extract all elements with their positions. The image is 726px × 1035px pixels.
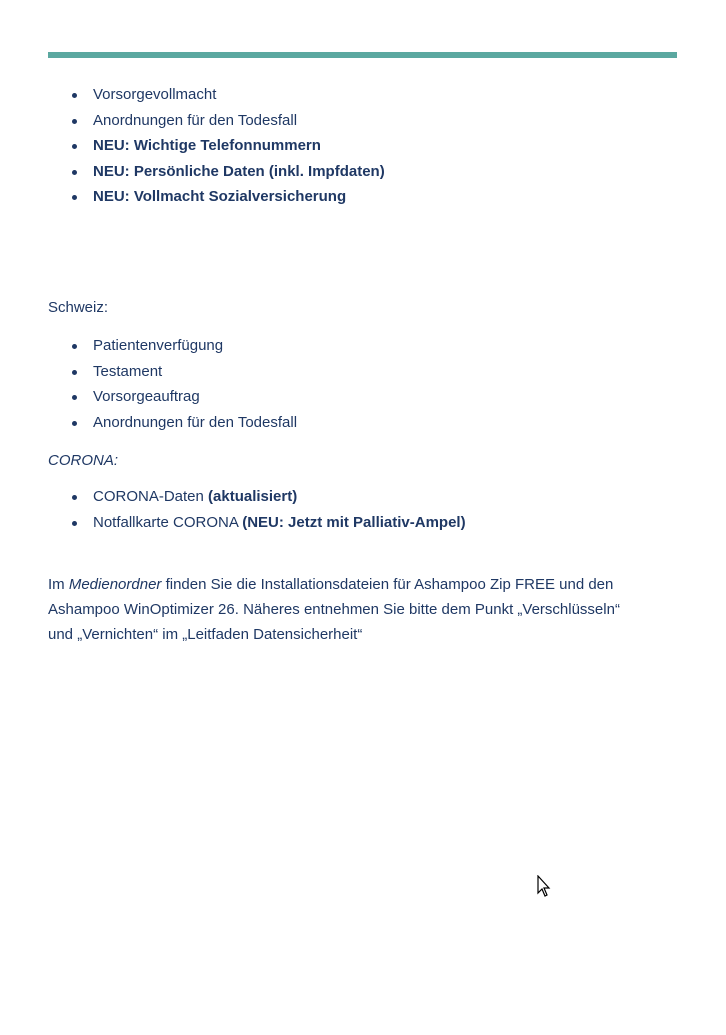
document-list-top	[72, 82, 385, 210]
mouse-cursor-icon	[537, 875, 553, 899]
list-item-text: Patientenverfügung	[93, 337, 224, 354]
list-item-text: Vorsorgeauftrag	[93, 388, 200, 406]
list-item-text: NEU: Wichtige Telefonnummern	[93, 137, 321, 155]
header-rule	[48, 52, 677, 58]
list-item-text: Anordnungen für den Todesfall	[93, 111, 298, 129]
paragraph-line-1	[48, 572, 620, 597]
list-item-text: NEU: Persönliche Daten (inkl. Impfdaten)	[93, 162, 385, 180]
list-item	[72, 108, 385, 134]
section-heading-schweiz: Schweiz:	[48, 299, 109, 316]
list-item-text: Vorsorgevollmacht	[93, 86, 217, 103]
document-list-corona	[72, 484, 466, 535]
list-item-text: Testament	[93, 362, 163, 380]
section-heading-corona: CORONA:	[48, 452, 119, 469]
list-item	[72, 484, 466, 510]
list-item	[72, 384, 297, 410]
list-item	[72, 359, 297, 385]
text: Im	[48, 576, 69, 593]
italic-term: Medienordner	[68, 576, 162, 593]
text: finden Sie die Installationsdateien für Ashampoo Zip FREE und den	[161, 576, 614, 593]
list-item	[72, 333, 297, 359]
list-item	[72, 510, 466, 536]
list-item	[72, 82, 385, 108]
list-item-text: Notfallkarte CORONA	[93, 513, 243, 531]
paragraph-line-2: Ashampoo WinOptimizer 26. Näheres entnehmen Sie bitte dem Punkt „Verschlüsseln“	[48, 601, 620, 618]
paragraph-line-3: und „Vernichten“ im „Leitfaden Datensicherheit“	[48, 626, 363, 643]
list-item-bold-suffix: (aktualisiert)	[208, 488, 298, 505]
list-item-text: CORONA-Daten	[93, 488, 209, 505]
list-item-bold-suffix: (NEU: Jetzt mit Palliativ-Ampel)	[242, 513, 466, 531]
list-item-text: NEU: Vollmacht Sozialversicherung	[93, 188, 347, 206]
list-item	[72, 133, 385, 159]
list-item-text: Anordnungen für den Todesfall	[93, 413, 298, 431]
document-list-schweiz	[72, 333, 297, 435]
list-item	[72, 410, 297, 436]
list-item	[72, 159, 385, 185]
info-paragraph	[48, 572, 620, 647]
list-item	[72, 184, 385, 210]
